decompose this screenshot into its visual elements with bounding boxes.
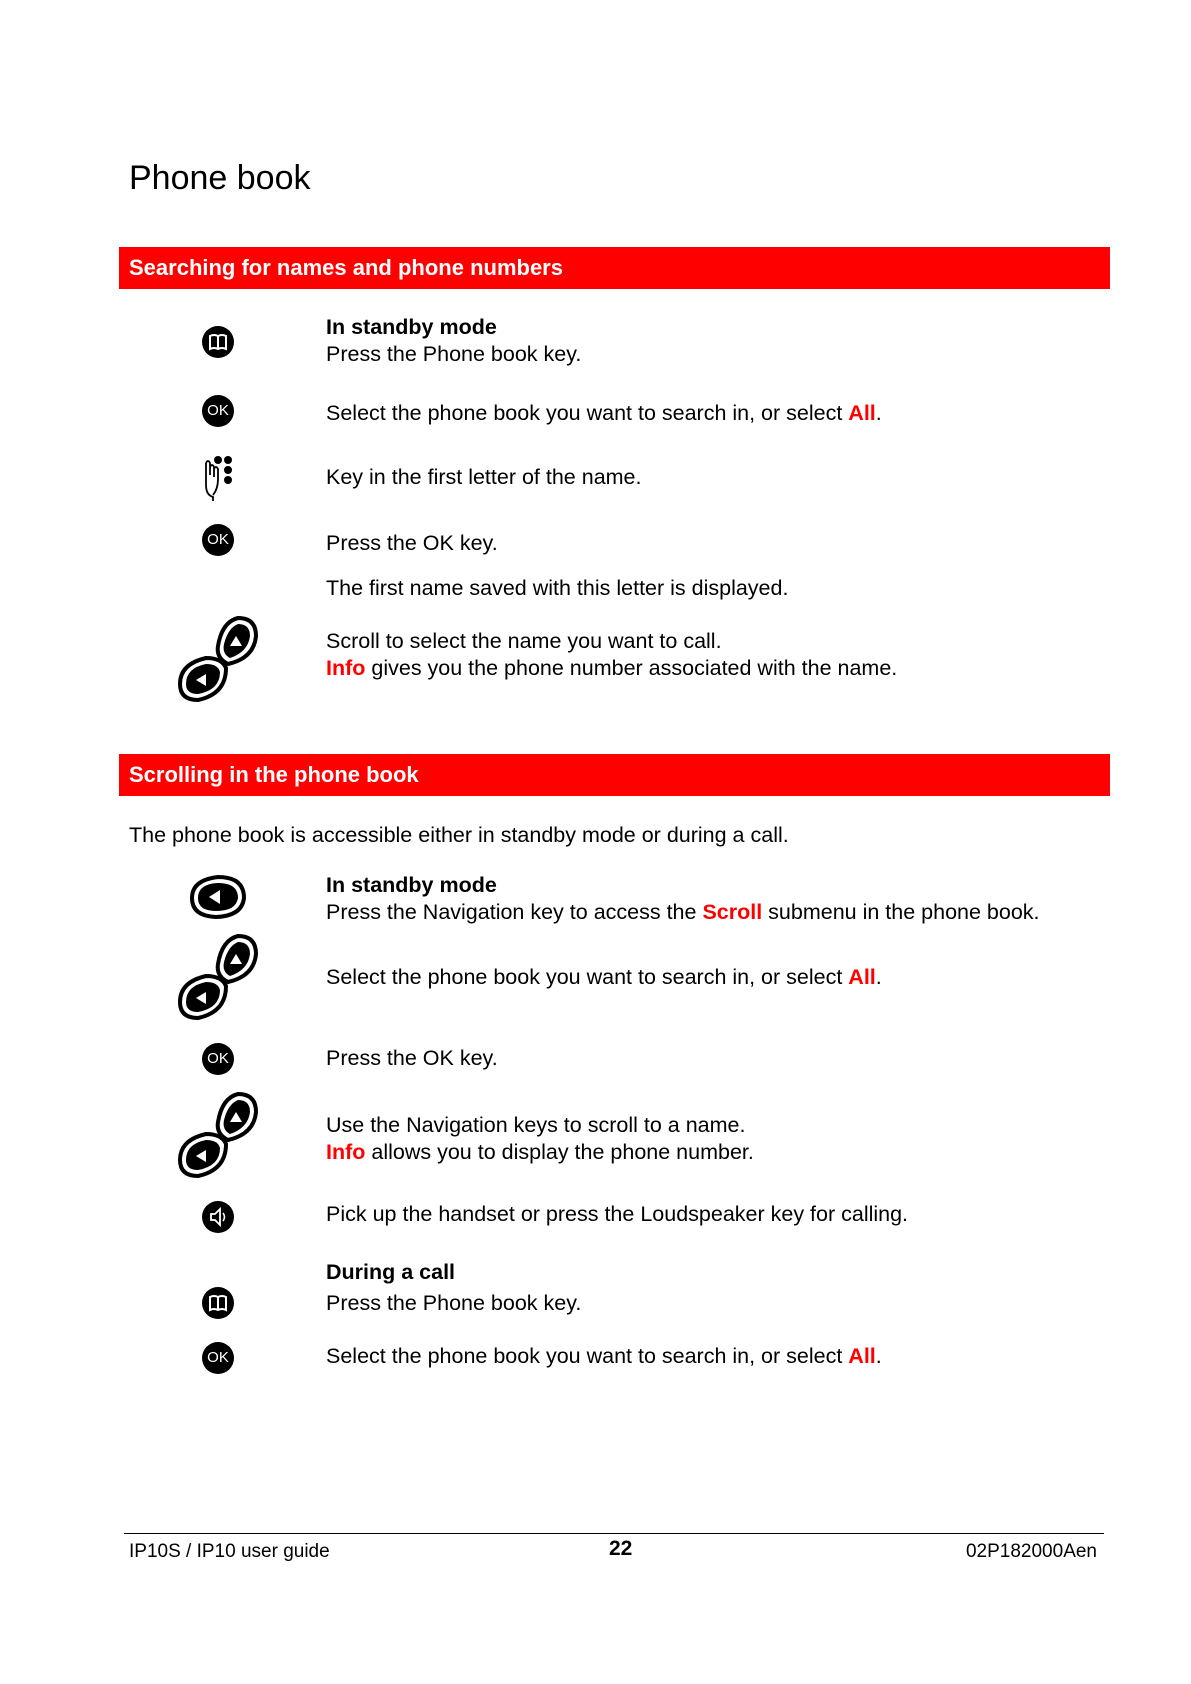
ok-key-icon: OK <box>202 524 234 556</box>
step-text: Use the Navigation keys to scroll to a name. <box>326 1113 746 1137</box>
step-text: Press the Navigation key to access the Scroll submenu in the phone book. <box>326 900 1040 924</box>
step-text: Info allows you to display the phone number. <box>326 1140 754 1164</box>
footer-divider <box>124 1533 1104 1534</box>
nav-left-key-icon <box>188 874 248 920</box>
phonebook-key-icon <box>202 326 234 358</box>
ok-key-icon: OK <box>202 1043 234 1075</box>
step-text: Info gives you the phone number associated with the name. <box>326 656 898 680</box>
phonebook-key-icon <box>202 1287 234 1319</box>
ok-key-icon: OK <box>202 1342 234 1374</box>
ok-key-icon: OK <box>202 395 234 427</box>
step-text: Press the Phone book key. <box>326 1291 582 1315</box>
step-text: Press the OK key. <box>326 531 498 555</box>
step-text: The first name saved with this letter is displayed. <box>326 576 789 600</box>
step-text: Select the phone book you want to search in, or select All. <box>326 401 882 425</box>
step-text: Press the Phone book key. <box>326 342 582 366</box>
section-heading-searching: Searching for names and phone numbers <box>119 247 1110 289</box>
standby-mode-label: In standby mode <box>326 315 497 339</box>
footer-guide-title: IP10S / IP10 user guide <box>129 1541 330 1562</box>
intro-text: The phone book is accessible either in standby mode or during a call. <box>129 823 789 847</box>
standby-mode-label: In standby mode <box>326 873 497 897</box>
navigation-keys-icon <box>176 1090 264 1180</box>
loudspeaker-key-icon <box>202 1201 234 1233</box>
page-title: Phone book <box>129 159 311 197</box>
footer-document-code: 02P182000Aen <box>965 1541 1097 1562</box>
step-text: Key in the first letter of the name. <box>326 465 642 489</box>
step-text: Select the phone book you want to search in, or select All. <box>326 965 882 989</box>
navigation-keys-icon <box>176 614 264 704</box>
page-number: 22 <box>609 1537 633 1560</box>
section-heading-scrolling: Scrolling in the phone book <box>119 754 1110 796</box>
keypad-icon <box>198 455 238 501</box>
navigation-keys-icon <box>176 932 264 1022</box>
step-text: Press the OK key. <box>326 1046 498 1070</box>
during-call-label: During a call <box>326 1260 456 1284</box>
step-text: Select the phone book you want to search in, or select All. <box>326 1344 882 1368</box>
step-text: Scroll to select the name you want to call. <box>326 629 722 653</box>
step-text: Pick up the handset or press the Loudspeaker key for calling. <box>326 1202 909 1226</box>
